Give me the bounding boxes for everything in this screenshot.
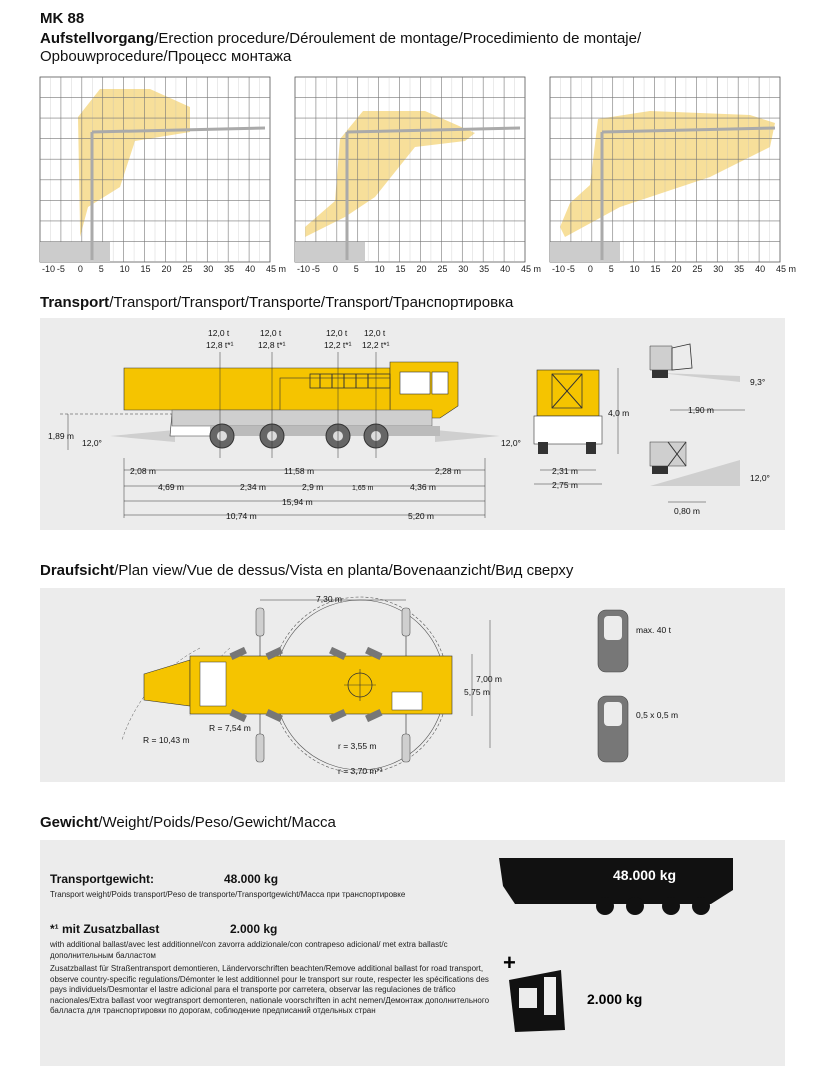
dim-d4: 4,69 m <box>158 482 184 492</box>
dim-d7: 1,65 m <box>352 485 374 492</box>
dim-d11: 5,20 m <box>408 511 434 521</box>
dim-r370: r = 3,70 m*¹ <box>338 766 383 776</box>
erection-x-tick: 5 <box>353 264 359 274</box>
dim-side2-width: 0,80 m <box>674 506 700 516</box>
dim-side2-angle: 12,0° <box>750 473 770 483</box>
ballast-value: 2.000 kg <box>230 922 278 936</box>
erection-x-tick: 45 m <box>776 264 797 274</box>
transport-title: Transport/Transport/Transport/Transporte/Transport/Транспортировка <box>40 294 514 311</box>
dim-r754: R = 7,54 m <box>209 723 251 733</box>
ballast-note: Zusatzballast für Straßentransport demontieren, Ländervorschriften beachten/Remove additional ballast for road transport, observe country-specific regulations/Démonter le lest additionnel pour le transport sur route, respecter les spécifications des pays individuels/Desmontar el lastre adicional para el transporte por carretera, observar las regulaciones de tráfico nacionales/Extra ballast voor wegtransport demonteren, nationale voorschriften in acht nemen/Демонтаж дополнительного балласта для транспортировки по дорогам, соблюдение предписаний отдельных стран <box>50 964 490 1015</box>
dim-side1-width: 1,90 m <box>688 405 714 415</box>
erection-panel-3 <box>550 77 796 274</box>
erection-x-tick: 10 <box>374 264 385 274</box>
dim-r1043: R = 10,43 m <box>143 735 190 745</box>
dim-width-track: 2,31 m <box>552 466 578 476</box>
erection-x-tick: 0 <box>587 264 593 274</box>
erection-x-tick: 10 <box>119 264 130 274</box>
erection-x-tick: 20 <box>416 264 427 274</box>
transport-panel <box>40 318 785 530</box>
dim-side1-angle: 9,3° <box>750 377 766 387</box>
erection-x-tick: 20 <box>161 264 172 274</box>
transport-weight-sub: Transport weight/Poids transport/Peso de transporte/Transportgewicht/Масса при транспортировке <box>50 890 406 899</box>
erection-x-tick: 35 <box>479 264 490 274</box>
erection-x-tick: 30 <box>203 264 214 274</box>
ballast-icon-label: 2.000 kg <box>587 991 643 1007</box>
erection-x-tick: 45 m <box>521 264 542 274</box>
erection-x-tick: 15 <box>395 264 406 274</box>
axle-load-top: 12,0 t <box>208 328 230 338</box>
dim-width-total: 2,75 m <box>552 480 578 490</box>
truck-weight-label: 48.000 kg <box>613 867 677 883</box>
dim-height-total: 4,0 m <box>608 408 630 418</box>
axle-load-bottom: 12,2 t*¹ <box>362 340 390 350</box>
erection-x-tick: 5 <box>608 264 614 274</box>
dim-width-inner: 5,75 m <box>464 687 490 697</box>
erection-x-tick: 25 <box>182 264 193 274</box>
erection-x-tick: 15 <box>650 264 661 274</box>
erection-x-tick: 15 <box>140 264 151 274</box>
transport-weight-label: Transportgewicht: <box>50 872 155 886</box>
dim-height-front: 1,89 m <box>48 431 74 441</box>
axle-load-bottom: 12,8 t*¹ <box>206 340 234 350</box>
axle-load-bottom: 12,8 t*¹ <box>258 340 286 350</box>
ballast-label: *¹ mit Zusatzballast <box>50 922 160 936</box>
dim-outrigger-span: 7,30 m <box>316 594 342 604</box>
dim-d8: 4,36 m <box>410 482 436 492</box>
weight-title: Gewicht/Weight/Poids/Peso/Gewicht/Масса <box>40 814 336 831</box>
dim-d5: 2,34 m <box>240 482 266 492</box>
axle-load-bottom: 12,2 t*¹ <box>324 340 352 350</box>
plus-icon: + <box>503 950 516 975</box>
erection-x-tick: -10 <box>552 264 566 274</box>
erection-x-tick: 0 <box>77 264 83 274</box>
axle-load-top: 12,0 t <box>364 328 386 338</box>
model-title: MK 88 <box>40 10 85 27</box>
dim-d6: 2,9 m <box>302 482 324 492</box>
pad-load: max. 40 t <box>636 625 671 635</box>
erection-x-tick: 30 <box>713 264 724 274</box>
dim-angle-front: 12,0° <box>82 438 102 448</box>
erection-x-tick: 40 <box>755 264 766 274</box>
plan-panel <box>40 588 785 782</box>
weight-icons <box>495 850 765 1050</box>
ballast-sub: with additional ballast/avec lest additionnel/con zavorra addizionale/con contrapeso adicional/ met extra ballast/с дополнительным балластом <box>50 940 448 960</box>
erection-x-tick: 25 <box>437 264 448 274</box>
erection-x-tick: 10 <box>629 264 640 274</box>
dim-angle-rear: 12,0° <box>501 438 521 448</box>
erection-x-tick: -5 <box>566 264 575 274</box>
plan-drawing <box>40 588 785 782</box>
erection-x-tick: 25 <box>692 264 703 274</box>
erection-x-tick: -5 <box>311 264 320 274</box>
dim-r355: r = 3,55 m <box>338 741 377 751</box>
axle-load-top: 12,0 t <box>260 328 282 338</box>
erection-x-tick: 20 <box>671 264 682 274</box>
dim-d3: 2,28 m <box>435 466 461 476</box>
erection-x-tick: 35 <box>734 264 745 274</box>
erection-charts <box>30 72 800 278</box>
dim-outrigger-width: 7,00 m <box>476 674 502 684</box>
erection-x-tick: -5 <box>56 264 65 274</box>
erection-title: Aufstellvorgang/Erection procedure/Déroulement de montage/Procedimiento de montaje/ Opbouwprocedure/Процесс монтажа <box>40 30 642 65</box>
dim-d10: 10,74 m <box>226 511 257 521</box>
erection-x-tick: 40 <box>245 264 256 274</box>
axle-load-top: 12,0 t <box>326 328 348 338</box>
weight-panel <box>40 840 785 1066</box>
dim-d2: 11,58 m <box>284 466 315 476</box>
pad-size: 0,5 x 0,5 m <box>636 710 679 720</box>
erection-x-tick: 40 <box>500 264 511 274</box>
erection-panel-1 <box>40 77 286 274</box>
erection-x-tick: 5 <box>98 264 104 274</box>
erection-x-tick: 45 m <box>266 264 287 274</box>
dim-d1: 2,08 m <box>130 466 156 476</box>
dim-d9: 15,94 m <box>282 497 313 507</box>
erection-x-tick: 30 <box>458 264 469 274</box>
transport-weight-value: 48.000 kg <box>224 872 279 886</box>
erection-panel-2 <box>295 77 541 274</box>
erection-x-tick: -10 <box>42 264 56 274</box>
erection-x-tick: 0 <box>332 264 338 274</box>
erection-x-tick: -10 <box>297 264 311 274</box>
transport-drawing <box>40 318 785 530</box>
plan-title: Draufsicht/Plan view/Vue de dessus/Vista en planta/Bovenaanzicht/Вид сверху <box>40 562 574 579</box>
erection-x-tick: 35 <box>224 264 235 274</box>
